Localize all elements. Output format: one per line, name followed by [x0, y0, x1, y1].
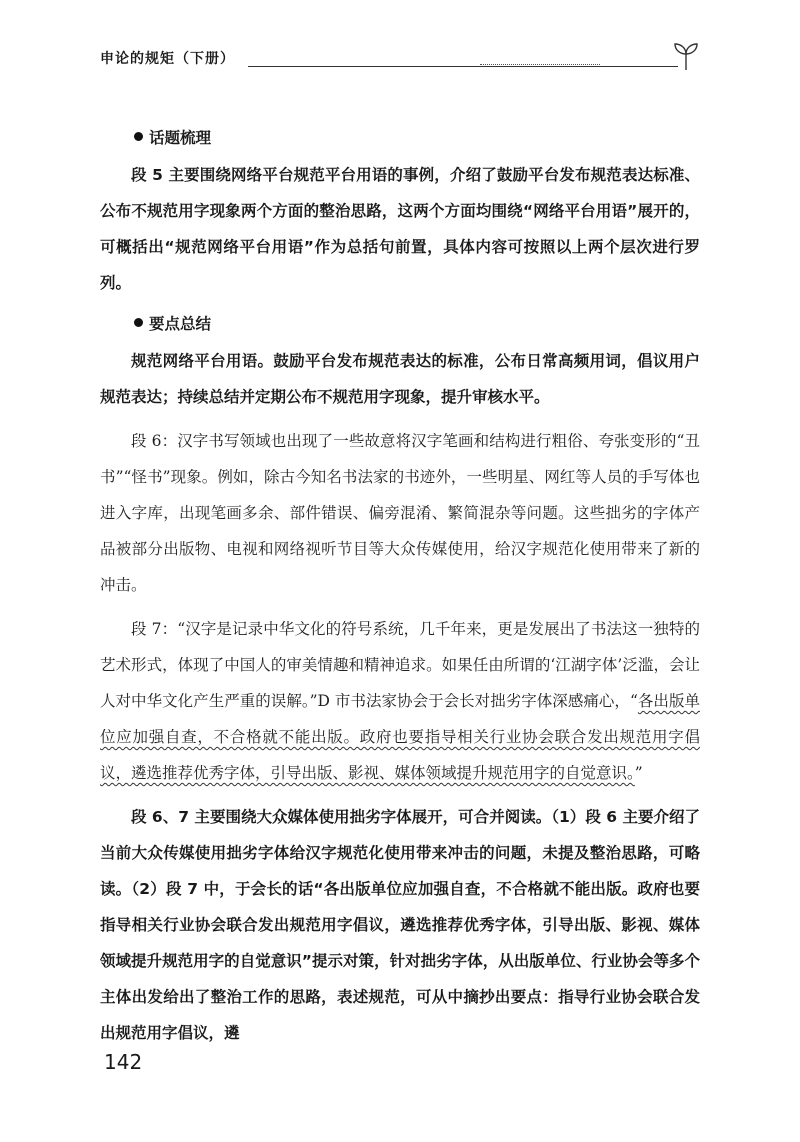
- header-rule: [248, 66, 678, 67]
- bullet-dot-icon: [134, 318, 143, 327]
- summary-heading: 要点总结: [100, 305, 700, 343]
- topic-heading: 话题梳理: [100, 119, 700, 157]
- book-title: 申论的规矩（下册）: [100, 51, 235, 67]
- paragraph-7: 段 7：“汉字是记录中华文化的符号系统，几千年来，更是发展出了书法这一独特的艺术形式，体现了中国人的审美情趣和精神追求。如果任由所谓的‘江湖字体’泛滥，会让人对中华文化产生严重的误解。”D 市书法家协会于会长对拙劣字体深感痛心，“各出版单位应加强自查，不合格就不能出版。政府也要指导相关行业协会联合发出规范用字倡议，遴选推荐优秀字体，引导出版、影视、媒体领域提升规范用字的自觉意识。”: [100, 620, 700, 782]
- analysis-paragraph: 段 6、7 主要围绕大众媒体使用拙劣字体展开，可合并阅读。（1）段 6 主要介绍了当前大众传媒使用拙劣字体给汉字规范化使用带来冲击的问题，未提及整治思路，可略读。（2）段 7 中，于会长的话“各出版单位应加强自查，不合格就不能出版。政府也要指导相关行业协会联合发出规范用字倡议，遴选推荐优秀字体，引导出版、影视、媒体领域提升规范用字的自觉意识”提示对策，针对拙劣字体，从出版单位、行业协会等多个主体出发给出了整治工作的思路，表述规范，可从中摘抄出要点：指导行业协会联合发出规范用字倡议，遴: [100, 808, 700, 1042]
- header-rule-dots: [480, 64, 600, 65]
- page-body: [100, 115, 700, 1051]
- paragraph-6: 段 6：汉字书写领域也出现了一些故意将汉字笔画和结构进行粗俗、夸张变形的“丑书”“怪书”现象。例如，除古今知名书法家的书迹外，一些明星、网红等人员的手写体也进入字库，出现笔画多余、部件错误、偏旁混淆、繁简混杂等问题。这些拙劣的字体产品被部分出版物、电视和网络视听节目等大众传媒使用，给汉字规范化使用带来了新的冲击。: [100, 432, 700, 594]
- sprout-icon: [672, 40, 700, 72]
- summary-paragraph: 规范网络平台用语。鼓励平台发布规范表达的标准，公布日常高频用词，倡议用户规范表达；持续总结并定期公布不规范用字现象，提升审核水平。: [100, 352, 700, 406]
- page-number: 142: [104, 1050, 143, 1074]
- topic-paragraph: 段 5 主要围绕网络平台规范平台用语的事例，介绍了鼓励平台发布规范表达标准、公布不规范用字现象两个方面的整治思路，这两个方面均围绕“网络平台用语”展开的，可概括出“规范网络平台用语”作为总括句前置，具体内容可按照以上两个层次进行罗列。: [100, 166, 700, 292]
- running-header: [100, 48, 700, 78]
- wavy-underlined-quote: 各出版单位应加强自查，不合格就不能出版。政府也要指导相关行业协会联合发出规范用字倡议，遴选推荐优秀字体，引导出版、影视、媒体领域提升规范用字的自觉意识。: [100, 692, 700, 782]
- bullet-dot-icon: [134, 132, 143, 141]
